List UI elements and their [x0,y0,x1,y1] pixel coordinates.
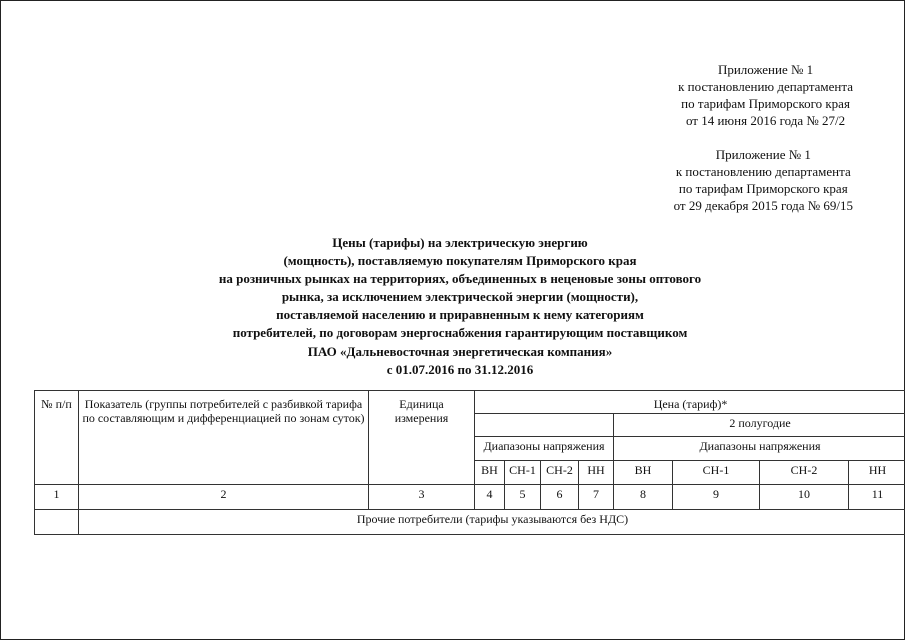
col-number: 6 [541,485,579,510]
header-indicator: Показатель (группы потребителей с разбивкой тарифа по составляющим и дифференциацией по зонам суток) [79,391,369,485]
header-voltage-ranges-1: Диапазоны напряжения [475,437,614,461]
title-line: рынка, за исключением электрической энергии (мощности), [281,289,639,305]
col-number: 2 [79,485,369,510]
title-line: поставляемой населению и приравненным к нему категориям [276,307,644,323]
title-line: ПАО «Дальневосточная энергетическая компания» [307,343,613,359]
voltage-sn2: СН-2 [541,461,579,485]
voltage-vn: ВН [475,461,505,485]
appendix-1-line2: к постановлению департамента [678,79,853,94]
row-other-consumers: Прочие потребители (тарифы указываются без НДС) [79,510,905,535]
header-half-year: 2 полугодие [614,414,905,437]
voltage-vn: ВН [614,461,673,485]
voltage-nn: НН [849,461,905,485]
appendix-2-line4: от 29 декабря 2015 года № 69/15 [673,198,853,213]
voltage-sn2: СН-2 [760,461,849,485]
col-number: 10 [760,485,849,510]
tariff-table [34,390,905,535]
title-line: с 01.07.2016 по 31.12.2016 [386,361,534,377]
title-line: на розничных рынках на территориях, объединенных в неценовые зоны оптового [218,271,702,287]
appendix-1-line3: по тарифам Приморского края [681,96,850,111]
voltage-nn: НН [579,461,614,485]
col-number: 8 [614,485,673,510]
header-price: Цена (тариф)* [475,391,905,414]
col-number: 9 [673,485,760,510]
appendix-2-line1: Приложение № 1 [715,147,811,162]
title-line: Цены (тарифы) на электрическую энергию [332,235,588,250]
row-empty-cell [35,510,79,535]
appendix-1-line1: Приложение № 1 [717,62,814,77]
title-line: (мощность), поставляемую покупателям Приморского края [283,253,637,269]
half-empty-cell [475,414,614,437]
appendix-block-1 [678,61,853,129]
appendix-block-2 [674,146,853,214]
header-voltage-ranges-2: Диапазоны напряжения [614,437,905,461]
header-unit: Единица измерения [369,391,475,485]
document-title [150,234,770,379]
col-number: 1 [35,485,79,510]
appendix-2-line2: к постановлению департамента [675,164,851,179]
header-num: № п/п [35,391,79,485]
appendix-1-line4: от 14 июня 2016 года № 27/2 [685,113,846,128]
voltage-sn1: СН-1 [505,461,541,485]
col-number: 5 [505,485,541,510]
col-number: 7 [579,485,614,510]
title-line: потребителей, по договорам энергоснабжения гарантирующим поставщиком [232,325,688,341]
col-number: 11 [849,485,905,510]
col-number: 4 [475,485,505,510]
appendix-2-line3: по тарифам Приморского края [678,181,848,196]
voltage-sn1: СН-1 [673,461,760,485]
col-number: 3 [369,485,475,510]
